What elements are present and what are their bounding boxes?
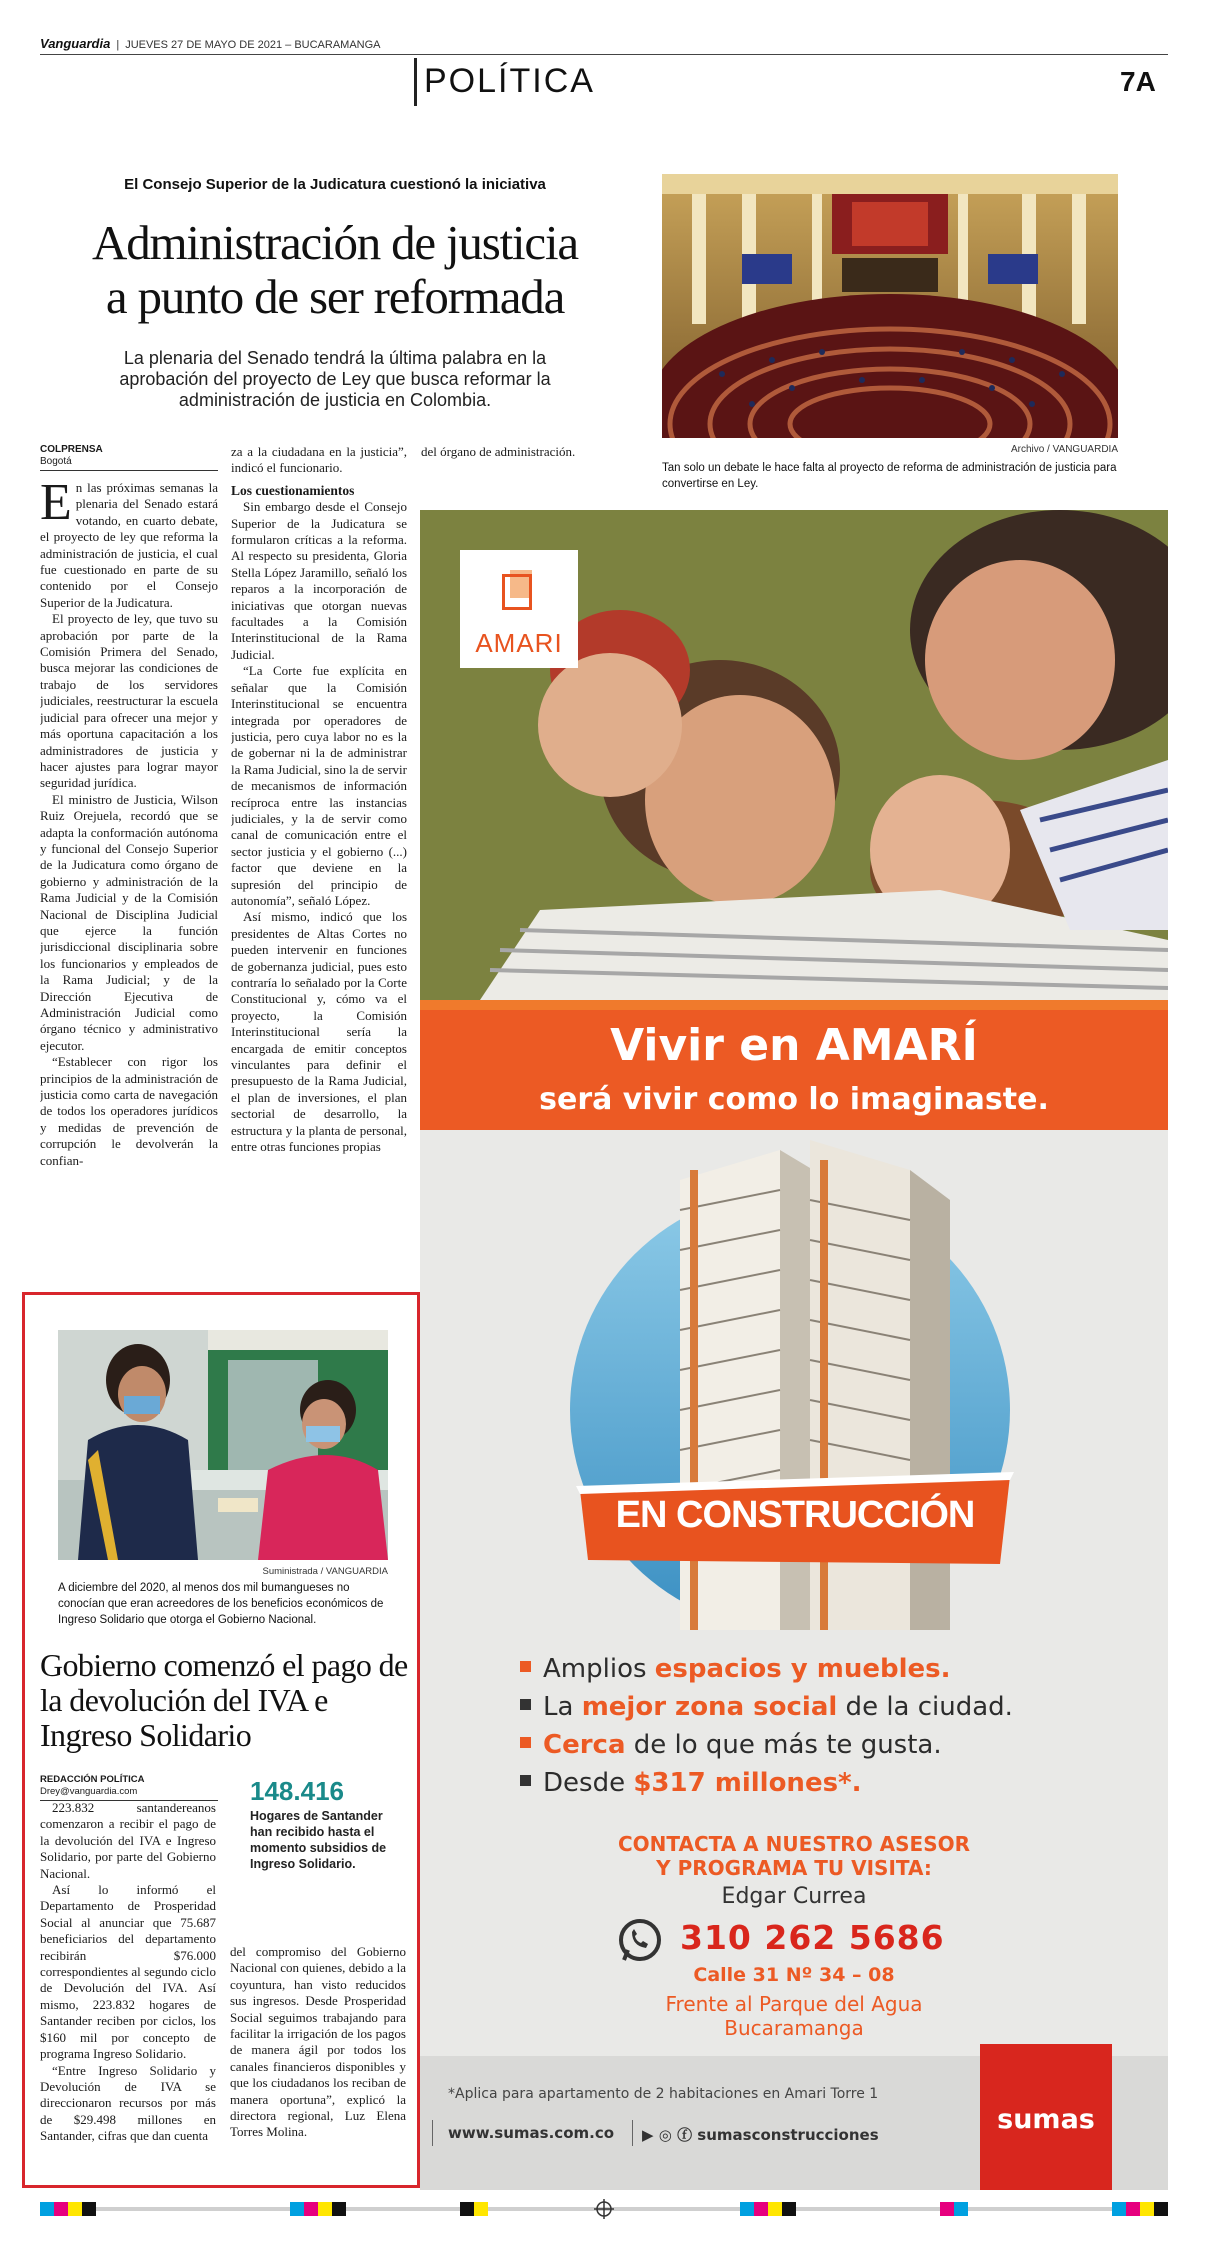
drop-cap: E [40,480,72,531]
bullet-square-icon [520,1699,531,1710]
sumas-logo: sumas [997,2104,1095,2135]
ad-features-list [520,1650,1120,1802]
boxed-paragraph: “Entre Ingreso Solidario y Devolución de IVA se direccionaron recursos por más de $29.498 millones en Santander, cifras que dan cuenta [40,2062,216,2144]
ad-headline-2: será vivir como lo imaginaste. [539,1082,1049,1117]
bullet-square-icon [520,1775,531,1786]
ad-disclaimer: *Aplica para apartamento de 2 habitaciones en Amari Torre 1 [448,2086,879,2102]
building-illustration [530,1110,1050,1670]
print-registration-bar [40,2198,1168,2220]
ad-band-stripe [420,1000,1168,1010]
lead-paragraph: del órgano de administración. [421,444,576,459]
stat-number: 148.416 [250,1776,344,1806]
lead-kicker: El Consejo Superior de la Judicatura cuestionó la iniciativa [124,176,546,193]
lead-deck: La plenaria del Senado tendrá la última palabra en la aprobación del proyecto de Ley que busca reformar la administración de justicia en Colombia. [119,348,551,410]
boxed-paragraph: del compromiso del Gobierno Nacional con quienes, debido a la coyuntura, han visto reducidos sus ingresos. Desde Prosperidad Social seguimos trabajando para facilitar la irrigación de los pagos de manera ágil por todos los canales financieros disponibles y que los ciudadanos los reciban de manera oportuna”, explicó la directora regional, Luz Elena Torres Molina. [230,1944,406,2140]
payment-photo [58,1330,388,1560]
senate-chamber-photo [662,174,1118,438]
lead-headline [30,216,640,324]
ad-phone-number: 310 262 5686 [680,1918,945,1957]
ad-feature: La mejor zona social de la ciudad. [520,1688,1120,1726]
lead-paragraph: Así mismo, indicó que los presidentes de Altas Cortes no pueden intervenir en funciones de gobernanza judicial, pues esto contraría lo señalado por la Corte Constitucional y, cómo va el proyecto, la Comisión Interinstitucional sería la encargada de emitir conceptos vinculantes para definir el presupuesto de la Rama Judicial, el plan de inversiones, el plan sectorial de desarrollo, la estructura y la planta de personal, entre otras funciones propias [231,909,407,1155]
byline-agency: COLPRENSA [40,444,103,455]
page-number: 7A [1120,66,1156,97]
section-name: POLÍTICA [424,62,595,100]
lead-byline [40,444,218,471]
construction-badge-label: EN CONSTRUCCIÓN [615,1494,975,1536]
byline-email: Drey@vanguardia.com [40,1786,138,1797]
footer-separator [632,2120,633,2146]
boxed-paragraph: Así lo informó el Departamento de Prosperidad Social al anunciar que 75.687 beneficiarios del departamento recibirán $76.000 correspondientes al segundo ciclo de Devolución del IVA. Así mismo, 223.832 hogares de Santander reciben por ciclos, los $160 mil por concepto de programa Ingreso Solidario. [40,1882,216,2062]
byline-city: Bogotá [40,456,72,467]
ad-website: www.sumas.com.co [448,2124,615,2142]
lead-headline-line-1: Administración de justicia [92,215,578,270]
masthead: Vanguardia | JUEVES 27 DE MAYO DE 2021 – BUCARAMANGA [40,36,381,51]
boxed-column-1 [40,1800,216,2174]
section-divider [414,58,417,106]
ad-headline-1: Vivir en AMARÍ [610,1020,978,1071]
amari-logo: AMARI [460,550,578,668]
top-rule [40,54,1168,55]
lead-paragraph: “La Corte fue explícita en señalar que la Comisión Interinstitucional se encuentra integrada por operadores de justicia, pero cuya labor no es la de gobernar ni la de administrar la Rama Judicial, sino la de servir de mecanismos de información recíproca entre las instancias judiciales, y la de servir como canal de comunicación entre el sector justicia y el gobierno (...) factor que deviene en la supresión del principio de autonomía”, señaló López. [231,663,407,908]
newspaper-brand: Vanguardia [40,36,111,51]
lead-headline-line-2: a punto de ser reformada [105,269,565,324]
ad-social: ▶ ◎ ⓕ sumasconstrucciones [642,2126,879,2144]
ad-address: Calle 31 Nº 34 – 08 [693,1964,895,1986]
dateline: JUEVES 27 DE MAYO DE 2021 – BUCARAMANGA [125,39,381,51]
ad-advisor-name: Edgar Currea [721,1884,867,1909]
stat-description: Hogares de Santander han recibido hasta el momento subsidios de Ingreso Solidario. [250,1809,387,1871]
lead-paragraph: El ministro de Justicia, Wilson Ruiz Orejuela, recordó que se adapta la conformación autónoma y funcional del Consejo Superior de la Judicatura como órgano de gobierno y administración de la Rama Judicial y de la Comisión Nacional de Disciplina Judicial que ejerce la función jurisdiccional disciplinaria sobre los funcionarios y empleados de la Rama Judicial; y de la Dirección Ejecutiva de Administración Judicial como órgano técnico y administrativo ejecutor. [40,791,218,1053]
lead-photo-caption: Tan solo un debate le hace falta al proyecto de reforma de administración de justicia para convertirse en Ley. [662,462,1117,490]
ad-feature: Amplios espacios y muebles. [520,1650,1120,1688]
byline-desk: REDACCIÓN POLÍTICA [40,1774,145,1785]
lead-column-2 [231,444,407,1262]
lead-column-1 [40,480,218,1262]
lead-paragraph: Sin embargo desde el Consejo Superior de la Judicatura se formularon críticas a la reforma. Al respecto su presidenta, Gloria Stella López Jaramillo, señaló los reparos a la incorporación de iniciativas que otorgan nuevas facultades a la Comisión Interinstitucional de la Rama Judicial. [231,499,407,662]
lead-column-3 [421,444,597,484]
bullet-square-icon [520,1661,531,1672]
lead-paragraph: En las próximas semanas la plenaria del Senado estará votando, en cuarto debate, el proyecto de ley que reforma la administración de justicia, el cual fue cuestionado en parte de su contenido por el Consejo Superior de la Judicatura. [40,480,218,610]
lead-subhead: Los cuestionamientos [231,482,355,498]
ad-feature: Desde $317 millones*. [520,1764,1120,1802]
lead-paragraph: El proyecto de ley, que tuvo su aprobación por parte de la Comisión Primera del Senado, busca mejorar las condiciones de trabajo de los servidores judiciales, reestructurar la escuela judicial para ofrecer una mejor y más oportuna capacitación a los administradores de justicia y hacer ajustes para lograr mayor seguridad jurídica. [40,611,218,791]
boxed-headline: Gobierno comenzó el pago de la devolución del IVA e Ingreso Solidario [40,1647,408,1753]
ad-feature: Cerca de lo que más te gusta. [520,1726,1120,1764]
amari-advertisement [420,510,1168,2190]
lead-photo-credit: Archivo / VANGUARDIA [1010,444,1118,455]
ad-contact-call: CONTACTA A NUESTRO ASESOR Y PROGRAMA TU VISITA: [617,1832,971,1880]
boxed-photo-caption: A diciembre del 2020, al menos dos mil bumangueses no conocían que eran acreedores de los beneficios económicos de Ingreso Solidario que otorga el Gobierno Nacional. [58,1582,384,1626]
bullet-square-icon [520,1737,531,1748]
social-media-icons: ▶ ◎ ⓕ [642,2126,698,2144]
lead-paragraph: “Establecer con rigor los principios de la administración de justicia como carta de navegación de todos los operadores jurídicos y medidas de prevención de corrupción le devolverán la confian- [40,1054,218,1168]
boxed-column-2 [230,1944,406,2174]
lead-paragraph: za a la ciudadana en la justicia”, indicó el funcionario. [231,444,407,476]
footer-separator [432,2120,433,2146]
boxed-photo-credit: Suministrada / VANGUARDIA [262,1566,388,1577]
boxed-paragraph: 223.832 santandereanos comenzaron a recibir el pago de la devolución del IVA e Ingreso Solidario, por parte del Gobierno Nacional. [40,1800,216,1881]
ad-location: Frente al Parque del Agua Bucaramanga [665,1992,923,2040]
boxed-byline [40,1774,218,1801]
